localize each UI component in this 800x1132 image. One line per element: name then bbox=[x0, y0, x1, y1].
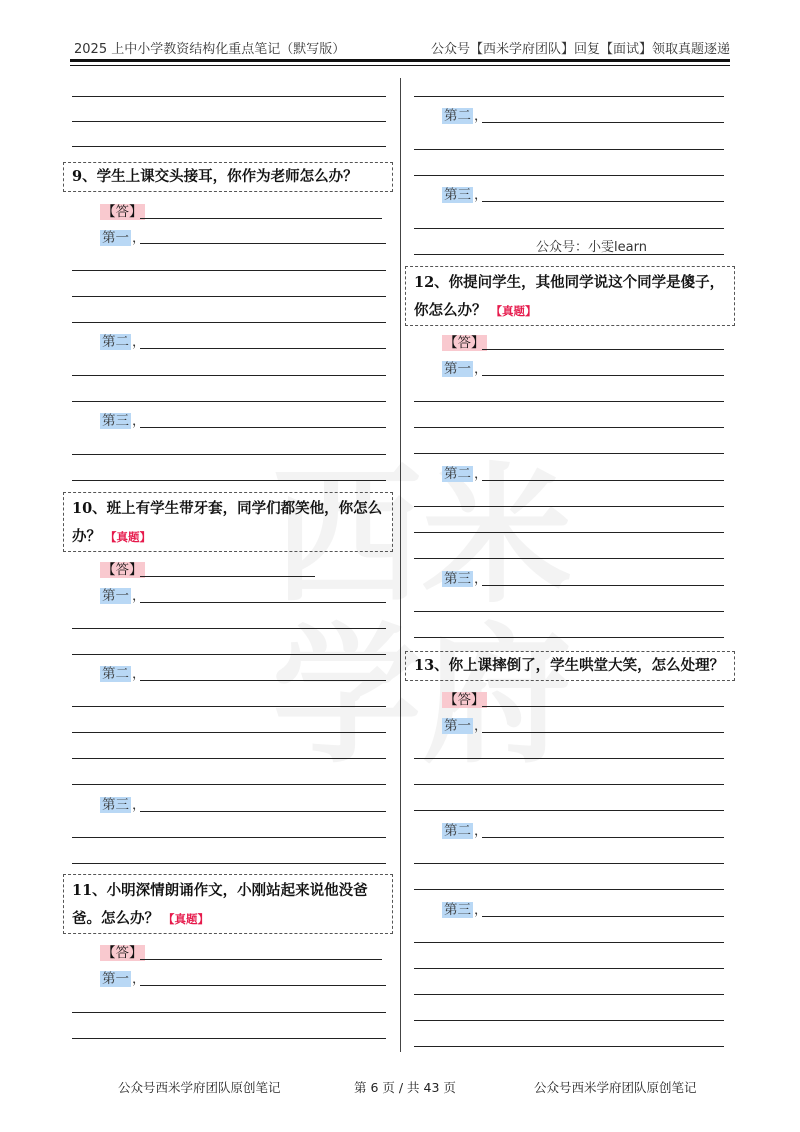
writing-line[interactable] bbox=[414, 994, 724, 995]
writing-line[interactable] bbox=[72, 628, 386, 629]
real-exam-tag: 【真题】 bbox=[490, 304, 537, 318]
writing-line[interactable] bbox=[414, 96, 724, 97]
writing-line[interactable] bbox=[72, 1012, 386, 1013]
writing-line[interactable] bbox=[482, 201, 724, 202]
step-first: 第一 ， bbox=[102, 588, 146, 604]
writing-line[interactable] bbox=[414, 942, 724, 943]
writing-line[interactable] bbox=[482, 375, 724, 376]
writing-line[interactable] bbox=[414, 889, 724, 890]
writing-line[interactable] bbox=[140, 243, 386, 244]
writing-line[interactable] bbox=[72, 732, 386, 733]
writing-line[interactable] bbox=[72, 454, 386, 455]
brand-note: 公众号：小雯learn bbox=[536, 240, 647, 255]
writing-line[interactable] bbox=[482, 732, 724, 733]
answer-label: 【答】 bbox=[444, 335, 485, 351]
question-text: 11、小明深情朗诵作文，小刚站起来说他没爸爸。怎么办？ bbox=[72, 882, 368, 927]
step-first: 第一 ， bbox=[102, 971, 146, 987]
writing-line[interactable] bbox=[72, 121, 386, 122]
question-box-q13 bbox=[405, 651, 735, 681]
writing-line[interactable] bbox=[140, 348, 386, 349]
writing-line[interactable] bbox=[414, 506, 724, 507]
writing-line[interactable] bbox=[414, 558, 724, 559]
writing-line[interactable] bbox=[140, 811, 386, 812]
writing-line[interactable] bbox=[72, 270, 386, 271]
step-first: 第一 ， bbox=[444, 718, 488, 734]
question-text: 13、你上课摔倒了，学生哄堂大笑，怎么处理？ bbox=[414, 657, 725, 674]
writing-line[interactable] bbox=[414, 175, 724, 176]
writing-line[interactable] bbox=[72, 401, 386, 402]
footer-page-number: 第 6 页 / 共 43 页 bbox=[354, 1080, 456, 1095]
step-third: 第三 ， bbox=[444, 571, 488, 587]
real-exam-tag: 【真题】 bbox=[105, 530, 151, 544]
writing-line[interactable] bbox=[72, 837, 386, 838]
writing-line[interactable] bbox=[72, 784, 386, 785]
step-second: 第二 ， bbox=[102, 666, 146, 682]
writing-line[interactable] bbox=[414, 758, 724, 759]
writing-line[interactable] bbox=[414, 1020, 724, 1021]
answer-label: 【答】 bbox=[102, 204, 143, 220]
writing-line[interactable] bbox=[72, 296, 386, 297]
real-exam-tag: 【真题】 bbox=[163, 912, 209, 926]
question-text: 10、班上有学生带牙套，同学们都笑他，你怎么办？ bbox=[72, 500, 383, 545]
step-third: 第三 ， bbox=[444, 187, 488, 203]
step-second: 第二 ， bbox=[102, 334, 146, 350]
writing-line[interactable] bbox=[72, 654, 386, 655]
writing-line[interactable] bbox=[414, 784, 724, 785]
header-rule-thin bbox=[70, 65, 730, 66]
writing-line[interactable] bbox=[140, 602, 386, 603]
writing-line[interactable] bbox=[72, 706, 386, 707]
answer-label: 【答】 bbox=[102, 562, 143, 578]
writing-line[interactable] bbox=[482, 916, 724, 917]
step-third: 第三 ， bbox=[444, 902, 488, 918]
writing-line[interactable] bbox=[72, 758, 386, 759]
writing-line[interactable] bbox=[414, 228, 724, 229]
writing-line[interactable] bbox=[414, 453, 724, 454]
footer-right: 公众号西米学府团队原创笔记 bbox=[534, 1080, 697, 1095]
question-text: 9、学生上课交头接耳，你作为老师怎么办？ bbox=[72, 168, 358, 185]
writing-line[interactable] bbox=[414, 1046, 724, 1047]
writing-line[interactable] bbox=[140, 680, 386, 681]
writing-line[interactable] bbox=[414, 637, 724, 638]
writing-line[interactable] bbox=[482, 837, 724, 838]
step-second: 第二 ， bbox=[444, 823, 488, 839]
answer-line[interactable] bbox=[482, 349, 724, 350]
writing-line[interactable] bbox=[140, 427, 386, 428]
writing-line[interactable] bbox=[414, 254, 724, 255]
answer-line[interactable] bbox=[140, 959, 382, 960]
question-box-q12 bbox=[405, 266, 735, 326]
writing-line[interactable] bbox=[414, 427, 724, 428]
answer-label: 【答】 bbox=[102, 945, 143, 961]
writing-line[interactable] bbox=[72, 96, 386, 97]
writing-line[interactable] bbox=[72, 375, 386, 376]
footer-left: 公众号西米学府团队原创笔记 bbox=[118, 1080, 281, 1095]
answer-line[interactable] bbox=[140, 576, 315, 577]
writing-line[interactable] bbox=[72, 146, 386, 147]
writing-line[interactable] bbox=[482, 480, 724, 481]
writing-line[interactable] bbox=[414, 149, 724, 150]
answer-line[interactable] bbox=[482, 706, 724, 707]
writing-line[interactable] bbox=[414, 401, 724, 402]
writing-line[interactable] bbox=[482, 122, 724, 123]
writing-line[interactable] bbox=[414, 532, 724, 533]
question-box-q11 bbox=[63, 874, 393, 934]
page-header bbox=[70, 34, 730, 58]
writing-line[interactable] bbox=[414, 968, 724, 969]
step-second: 第二 ， bbox=[444, 466, 488, 482]
writing-line[interactable] bbox=[72, 480, 386, 481]
writing-line[interactable] bbox=[140, 985, 386, 986]
question-box-q10 bbox=[63, 492, 393, 552]
writing-line[interactable] bbox=[414, 863, 724, 864]
step-third: 第三 ， bbox=[102, 797, 146, 813]
writing-line[interactable] bbox=[414, 810, 724, 811]
header-rule-thick bbox=[70, 59, 730, 62]
question-box-q9 bbox=[63, 162, 393, 192]
header-title: 2025 上中小学教资结构化重点笔记（默写版） bbox=[74, 42, 346, 57]
writing-line[interactable] bbox=[482, 585, 724, 586]
answer-line[interactable] bbox=[140, 218, 382, 219]
writing-line[interactable] bbox=[72, 863, 386, 864]
writing-line[interactable] bbox=[414, 611, 724, 612]
answer-label: 【答】 bbox=[444, 692, 485, 708]
writing-line[interactable] bbox=[72, 322, 386, 323]
step-first: 第一 ， bbox=[102, 230, 146, 246]
step-second: 第二 ， bbox=[444, 108, 488, 124]
step-first: 第一 ， bbox=[444, 361, 488, 377]
header-promo: 公众号【西米学府团队】回复【面试】领取真题逐递 bbox=[430, 42, 730, 57]
step-third: 第三 ， bbox=[102, 413, 146, 429]
writing-line[interactable] bbox=[72, 1038, 386, 1039]
question-text: 12、你提问学生，其他同学说这个同学是傻子，你怎么办？ bbox=[414, 274, 725, 319]
